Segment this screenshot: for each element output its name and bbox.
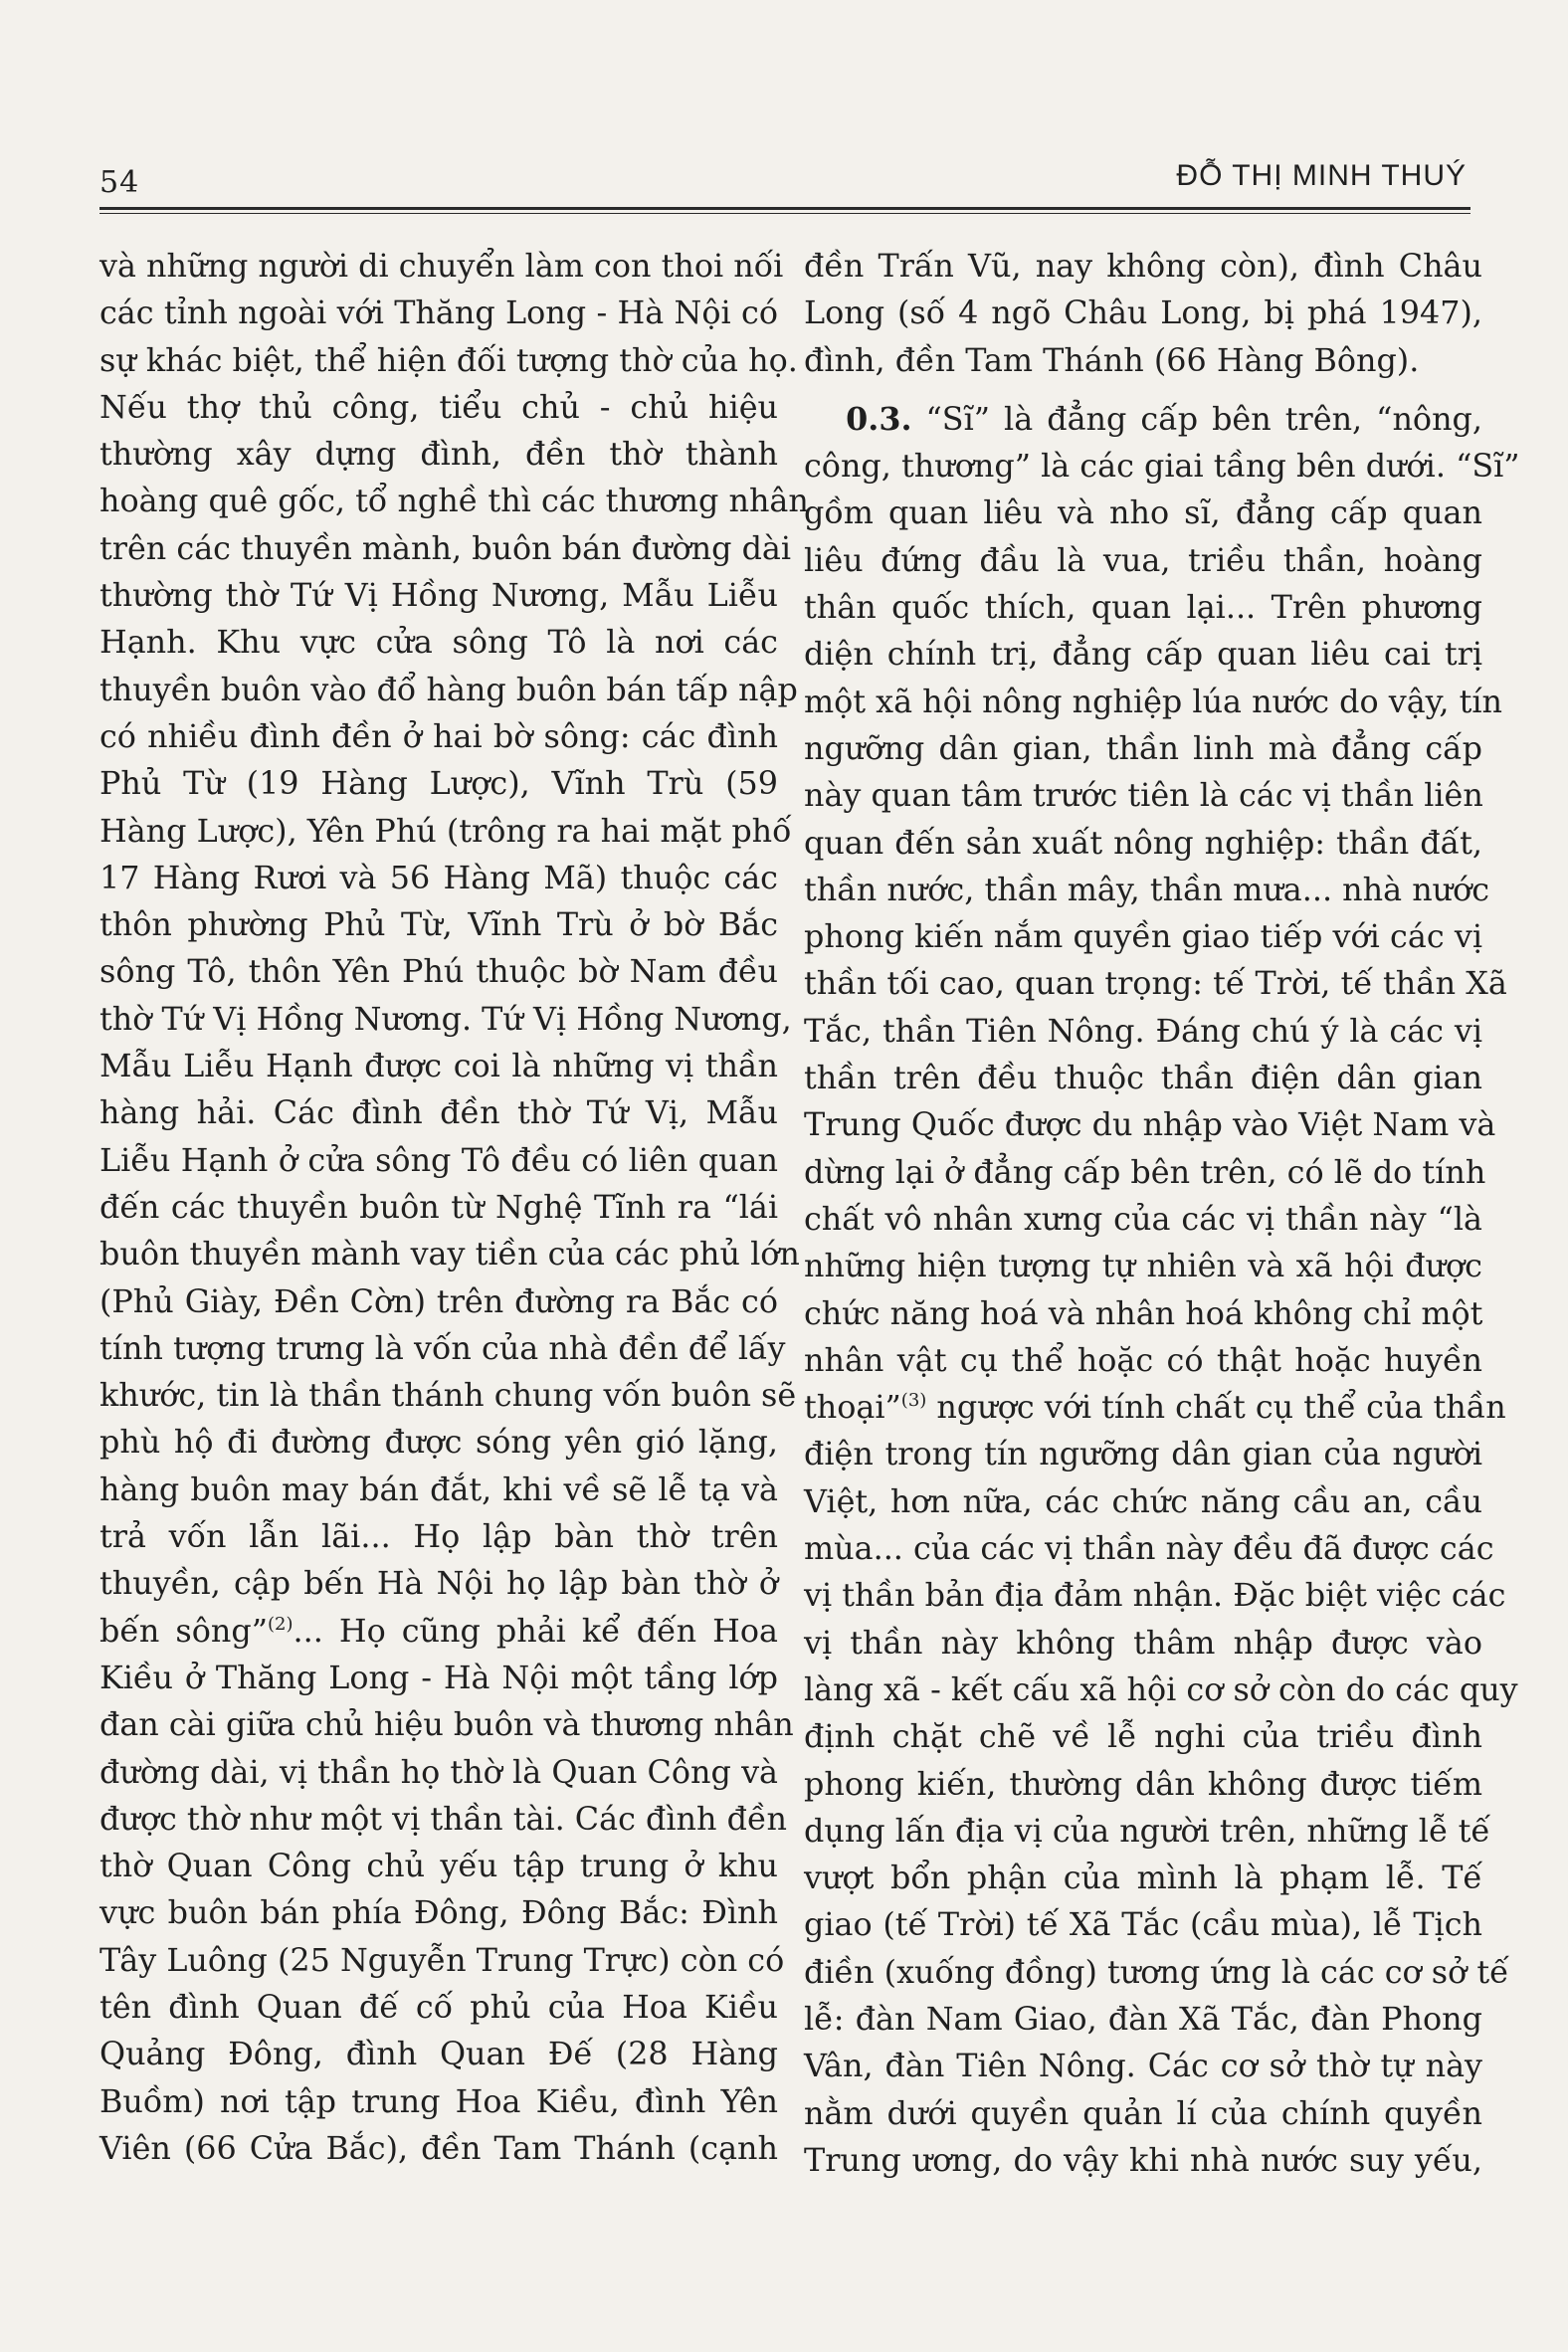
text-line: quan đến sản xuất nông nghiệp: thần đất, xyxy=(804,824,1482,862)
text-line: chất vô nhân xưng của các vị thần này “là xyxy=(804,1200,1482,1238)
text-line: dừng lại ở đẳng cấp bên trên, có lẽ do tính xyxy=(804,1153,1486,1191)
text-line: định chặt chẽ về lễ nghi của triều đình xyxy=(804,1718,1482,1756)
section-first-line xyxy=(804,396,1482,443)
text-line: Vân, đàn Tiên Nông. Các cơ sở thờ tự này xyxy=(804,2048,1482,2085)
right-column xyxy=(804,243,1520,2184)
text-line: chức năng hoá và nhân hoá không chỉ một xyxy=(804,1294,1483,1332)
text-line: công, thương” là các giai tầng bên dưới. “Sĩ” xyxy=(804,448,1520,486)
text-line: khước, tin là thần thánh chung vốn buôn sẽ xyxy=(99,1377,797,1415)
text-line: Trung Quốc được du nhập vào Việt Nam và xyxy=(804,1106,1496,1144)
text-line: vực buôn bán phía Đông, Đông Bắc: Đình xyxy=(99,1894,778,1932)
text-line: đan cài giữa chủ hiệu buôn và thương nhân xyxy=(99,1706,794,1744)
text-line: các tỉnh ngoài với Thăng Long - Hà Nội có xyxy=(99,294,778,332)
text-line: một xã hội nông nghiệp lúa nước do vậy, tín xyxy=(804,683,1503,720)
text-line: thôn phường Phủ Từ, Vĩnh Trù ở bờ Bắc xyxy=(99,906,778,944)
text-line: tên đình Quan đế cố phủ của Hoa Kiều xyxy=(99,1988,778,2026)
text-line: lễ: đàn Nam Giao, đàn Xã Tắc, đàn Phong xyxy=(804,2000,1482,2038)
text-line: có nhiều đình đền ở hai bờ sông: các đình xyxy=(99,717,778,755)
text-line: vị thần này không thâm nhập được vào xyxy=(804,1624,1482,1662)
text-line: nhân vật cụ thể hoặc có thật hoặc huyền xyxy=(804,1341,1482,1379)
text-line: liêu đứng đầu là vua, triều thần, hoàng xyxy=(804,541,1482,579)
text-line: làng xã - kết cấu xã hội cơ sở còn do các quy xyxy=(804,1670,1518,1708)
text-line: ngưỡng dân gian, thần linh mà đẳng cấp xyxy=(804,729,1482,767)
section-number: 0.3. xyxy=(846,400,912,438)
text-line: hàng hải. Các đình đền thờ Tứ Vị, Mẫu xyxy=(99,1094,778,1132)
text-segment: thoại” xyxy=(804,1389,901,1427)
text-line: thần tối cao, quan trọng: tế Trời, tế thần Xã xyxy=(804,965,1507,1003)
text-line: nằm dưới quyền quản lí của chính quyền xyxy=(804,2094,1482,2132)
text-line: trả vốn lẫn lãi... Họ lập bàn thờ trên xyxy=(99,1518,778,1556)
text-line: Mẫu Liễu Hạnh được coi là những vị thần xyxy=(99,1048,778,1085)
text-line: phong kiến nắm quyền giao tiếp với các vị xyxy=(804,918,1482,956)
text-line: thần nước, thần mây, thần mưa... nhà nước xyxy=(804,871,1490,908)
header-rule-thin xyxy=(99,213,1470,214)
text-line: điện trong tín ngưỡng dân gian của người xyxy=(804,1436,1482,1473)
text-segment: ... Họ cũng phải kể đến Hoa xyxy=(293,1612,778,1650)
text-line: phù hộ đi đường được sóng yên gió lặng, xyxy=(99,1424,778,1462)
text-line: gồm quan liêu và nho sĩ, đẳng cấp quan xyxy=(804,494,1482,532)
text-line: Nếu thợ thủ công, tiểu chủ - chủ hiệu xyxy=(99,388,778,426)
text-line: (Phủ Giày, Đền Cờn) trên đường ra Bắc có xyxy=(99,1282,778,1320)
text-line: thường thờ Tứ Vị Hồng Nương, Mẫu Liễu xyxy=(99,577,778,615)
text-line: được thờ như một vị thần tài. Các đình đền xyxy=(99,1800,787,1838)
text-line: tính tượng trưng là vốn của nhà đền để lấy xyxy=(99,1329,786,1367)
running-head: ĐỖ THỊ MINH THUÝ xyxy=(1176,159,1467,192)
text-line: đến các thuyền buôn từ Nghệ Tĩnh ra “lái xyxy=(99,1188,778,1226)
text-line: vị thần bản địa đảm nhận. Đặc biệt việc các xyxy=(804,1577,1506,1615)
text-line: những hiện tượng tự nhiên và xã hội được xyxy=(804,1248,1482,1285)
text-line: Viên (66 Cửa Bắc), đền Tam Thánh (cạnh xyxy=(99,2129,778,2167)
text-line: diện chính trị, đẳng cấp quan liêu cai trị xyxy=(804,636,1482,674)
text-line: thờ Tứ Vị Hồng Nương. Tứ Vị Hồng Nương, xyxy=(99,1000,792,1038)
left-column xyxy=(99,243,809,2172)
header-rule xyxy=(99,207,1470,210)
text-line: 17 Hàng Rươi và 56 Hàng Mã) thuộc các xyxy=(99,859,778,896)
text-line-with-footnote xyxy=(804,1384,1506,1431)
text-line: Trung ương, do vậy khi nhà nước suy yếu, xyxy=(804,2141,1482,2179)
text-line: Hàng Lược), Yên Phú (trông ra hai mặt phố xyxy=(99,812,792,850)
text-line: Quảng Đông, đình Quan Đế (28 Hàng xyxy=(99,2036,778,2073)
text-line: thân quốc thích, quan lại... Trên phương xyxy=(804,589,1482,627)
text-line: Việt, hơn nữa, các chức năng cầu an, cầu xyxy=(804,1482,1482,1520)
text-line: sông Tô, thôn Yên Phú thuộc bờ Nam đều xyxy=(99,953,778,991)
text-line: thuyền buôn vào đổ hàng buôn bán tấp nập xyxy=(99,671,798,708)
text-line: đình, đền Tam Thánh (66 Hàng Bông). xyxy=(804,341,1420,379)
text-line: Phủ Từ (19 Hàng Lược), Vĩnh Trù (59 xyxy=(99,765,778,803)
text-line: Buồm) nơi tập trung Hoa Kiều, đình Yên xyxy=(99,2082,778,2120)
text-segment: bến sông” xyxy=(99,1612,268,1650)
text-line: Hạnh. Khu vực cửa sông Tô là nơi các xyxy=(99,624,778,662)
text-line: phong kiến, thường dân không được tiếm xyxy=(804,1765,1482,1803)
text-line: mùa... của các vị thần này đều đã được các xyxy=(804,1530,1494,1568)
text-segment: “Sĩ” là đẳng cấp bên trên, “nông, xyxy=(911,400,1483,438)
text-line: Tây Luông (25 Nguyễn Trung Trực) còn có xyxy=(99,1941,785,1979)
text-segment: ngược với tính chất cụ thể của thần xyxy=(926,1389,1506,1427)
page-number: 54 xyxy=(99,165,140,200)
text-line: trên các thuyền mành, buôn bán đường dài xyxy=(99,529,792,567)
text-line: đền Trấn Vũ, nay không còn), đình Châu xyxy=(804,248,1482,285)
text-line: điền (xuống đồng) tương ứng là các cơ sở tế xyxy=(804,1953,1509,1991)
text-line: thờ Quan Công chủ yếu tập trung ở khu xyxy=(99,1848,778,1885)
text-line: Kiều ở Thăng Long - Hà Nội một tầng lớp xyxy=(99,1659,778,1696)
text-line: Liễu Hạnh ở cửa sông Tô đều có liên quan xyxy=(99,1141,778,1179)
footnote-ref-2: (2) xyxy=(267,1613,294,1635)
text-line: Tắc, thần Tiên Nông. Đáng chú ý là các vị xyxy=(804,1012,1482,1050)
text-line: thần trên đều thuộc thần điện dân gian xyxy=(804,1060,1482,1097)
text-line: này quan tâm trước tiên là các vị thần liên xyxy=(804,777,1483,815)
text-line: thường xây dựng đình, đền thờ thành xyxy=(99,436,778,474)
text-line: vượt bổn phận của mình là phạm lễ. Tế xyxy=(804,1860,1482,1897)
text-line: sự khác biệt, thể hiện đối tượng thờ của họ. xyxy=(99,341,798,379)
text-line-with-footnote xyxy=(99,1608,778,1655)
text-line: thuyền, cập bến Hà Nội họ lập bàn thờ ở xyxy=(99,1565,778,1603)
text-line: Long (số 4 ngõ Châu Long, bị phá 1947), xyxy=(804,294,1482,332)
text-line: hàng buôn may bán đắt, khi về sẽ lễ tạ và xyxy=(99,1470,778,1508)
text-line: dụng lấn địa vị của người trên, những lễ tế xyxy=(804,1812,1490,1850)
text-line: đường dài, vị thần họ thờ là Quan Công và xyxy=(99,1753,778,1791)
text-line: buôn thuyền mành vay tiền của các phủ lớn xyxy=(99,1236,800,1274)
text-line: giao (tế Trời) tế Xã Tắc (cầu mùa), lễ Tịch xyxy=(804,1906,1482,1944)
text-line: hoàng quê gốc, tổ nghề thì các thương nhân xyxy=(99,483,809,520)
paragraph-spacer xyxy=(804,384,1482,396)
text-line: và những người di chuyển làm con thoi nối xyxy=(99,248,784,285)
footnote-ref-3: (3) xyxy=(900,1390,927,1412)
